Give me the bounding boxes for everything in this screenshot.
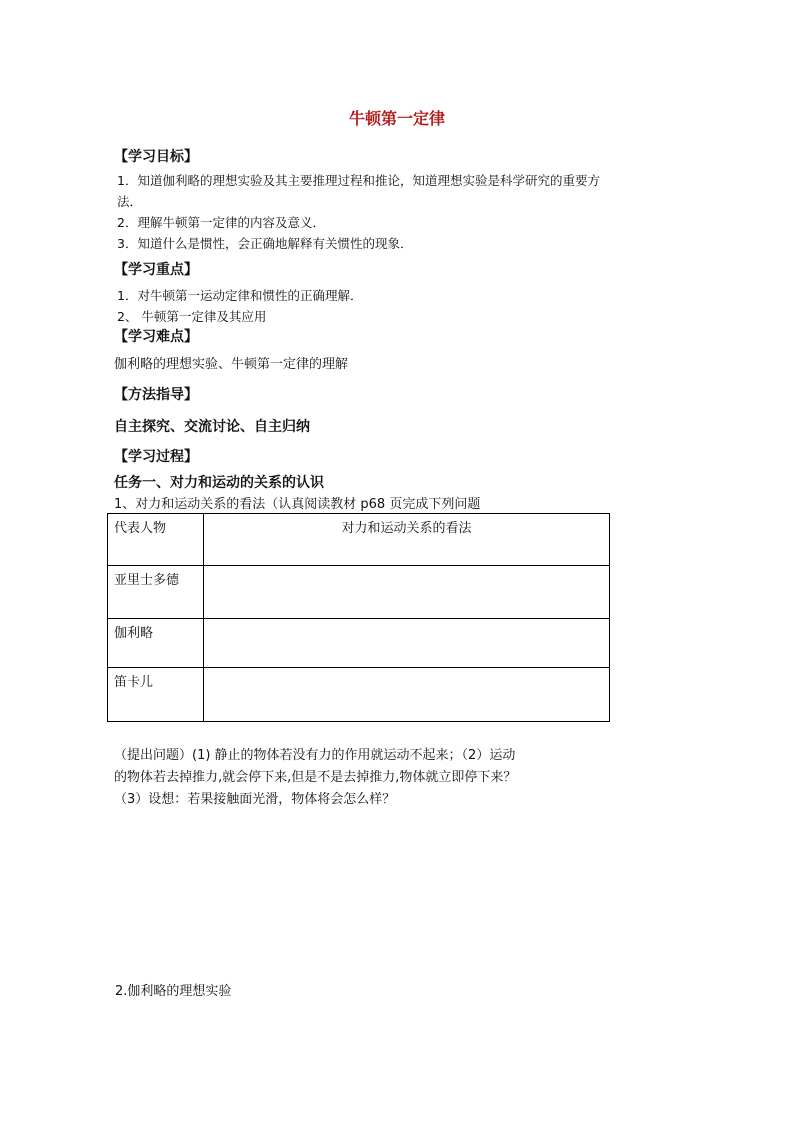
table-row [108, 619, 610, 668]
goals-heading: 【学习目标】 [114, 149, 198, 165]
view-cell [204, 668, 610, 722]
task-1-sub-1: 1、对力和运动关系的看法（认真阅读教材 p68 页完成下列问题 [114, 497, 481, 512]
process-heading: 【学习过程】 [114, 449, 198, 465]
question-line-1: （提出问题）(1) 静止的物体若没有力的作用就运动不起来；（2）运动 [114, 748, 516, 763]
difficulty-heading: 【学习难点】 [114, 329, 198, 345]
col-header-view: 对力和运动关系的看法 [204, 514, 610, 566]
goal-item-2: 2．理解牛顿第一定律的内容及意义． [117, 215, 325, 230]
section-2-title: 2.伽利略的理想实验 [115, 984, 232, 999]
table-header-row [108, 514, 610, 566]
page-title: 牛顿第一定律 [348, 109, 445, 128]
question-line-2: 的物体若去掉推力,就会停下来,但是不是去掉推力,物体就立即停下来？ [114, 770, 517, 785]
goal-item-1-line-2: 法． [117, 194, 143, 209]
goal-item-3: 3．知道什么是惯性，会正确地解释有关惯性的现象． [117, 236, 413, 251]
question-line-3: （3）设想：若果接触面光滑，物体将会怎么样？ [114, 792, 396, 807]
view-cell [204, 566, 610, 619]
goal-item-1-line-1: 1．知道伽利略的理想实验及其主要推理过程和推论，知道理想实验是科学研究的重要方 [117, 173, 600, 188]
key-point-2: 2、 牛顿第一定律及其应用 [117, 309, 267, 324]
person-cell: 亚里士多德 [108, 566, 204, 619]
col-header-person: 代表人物 [108, 514, 204, 566]
table-row [108, 668, 610, 722]
person-cell: 笛卡儿 [108, 668, 204, 722]
table-row [108, 566, 610, 619]
method-text: 自主探究、交流讨论、自主归纳 [114, 419, 310, 435]
view-cell [204, 619, 610, 668]
key-points-heading: 【学习重点】 [114, 262, 198, 278]
method-heading: 【方法指导】 [114, 387, 198, 403]
force-motion-views-table [107, 513, 610, 722]
person-cell: 伽利略 [108, 619, 204, 668]
task-1-title: 任务一、对力和运动的关系的认识 [114, 475, 324, 491]
difficulty-text: 伽利略的理想实验、牛顿第一定律的理解 [114, 357, 349, 372]
key-point-1: 1．对牛顿第一运动定律和惯性的正确理解． [117, 288, 363, 303]
